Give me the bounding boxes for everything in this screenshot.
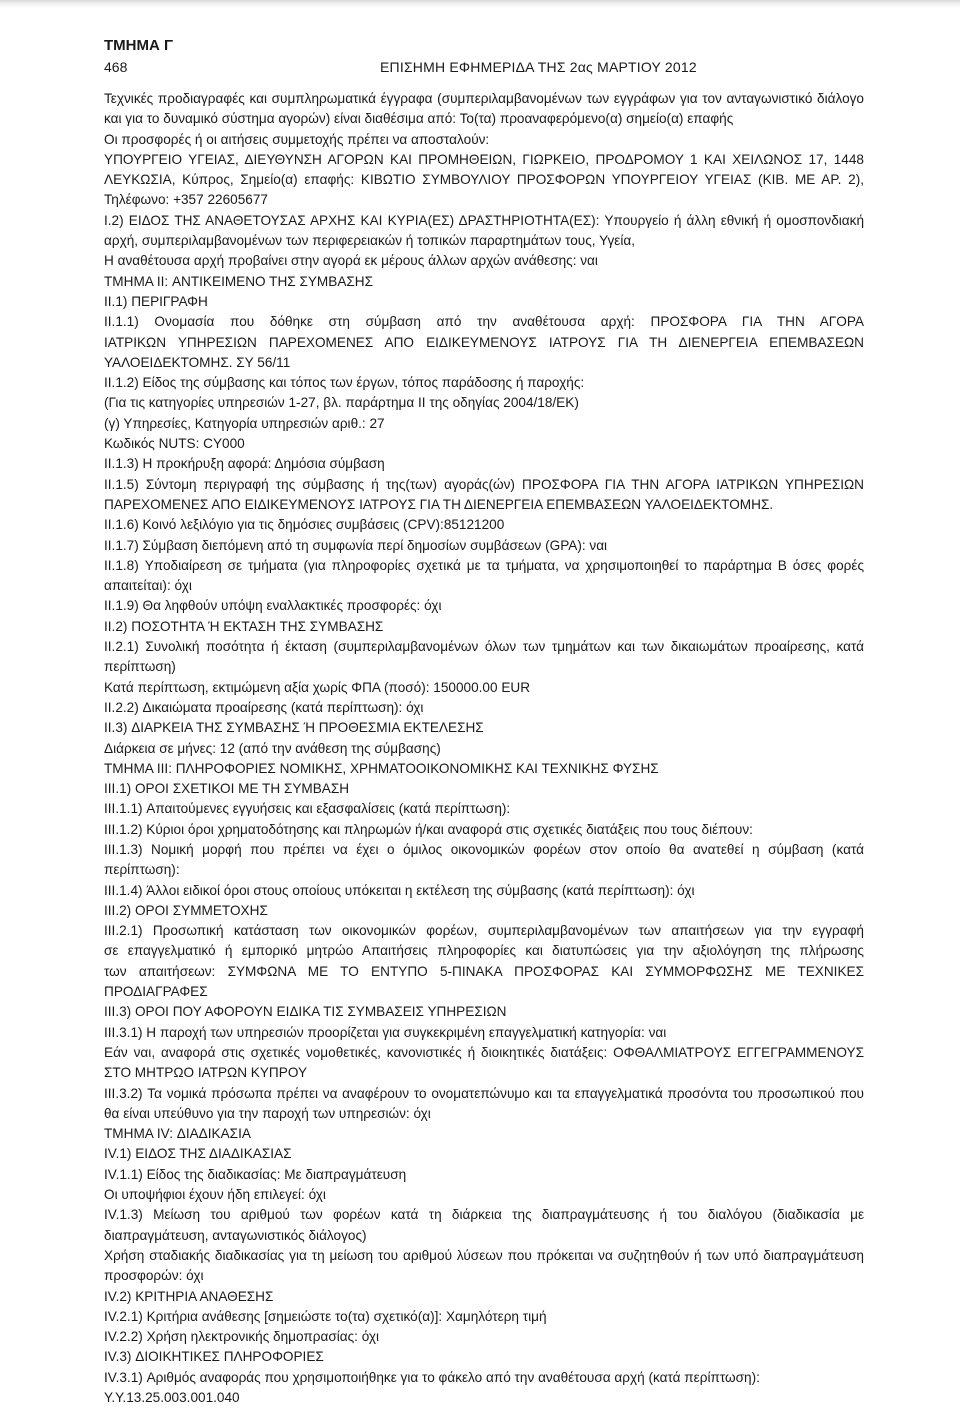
text-line: II.1.7) Σύμβαση διεπόμενη από τη συμφωνία περί δημοσίων συμβάσεων (GPA): ναι — [104, 537, 608, 553]
subsection-heading: II.3) ΔΙΑΡΚΕΙΑ ΤΗΣ ΣΥΜΒΑΣΗΣ Ή ΠΡΟΘΕΣΜΙΑ ΕΚΤΕΛΕΣΗΣ — [104, 720, 484, 736]
text-line: Οι προσφορές ή οι αιτήσεις συμμετοχής πρέπει να αποσταλούν: — [104, 131, 490, 147]
text-line: Η αναθέτουσα αρχή προβαίνει στην αγορά εκ μέρους άλλων αρχών ανάθεσης: ναι — [104, 253, 598, 269]
text-line: (γ) Υπηρεσίες, Κατηγορία υπηρεσιών αριθ.: 27 — [104, 415, 385, 431]
text-line: II.1.6) Κοινό λεξιλόγιο για τις δημόσιες συμβάσεις (CPV):85121200 — [104, 517, 505, 533]
text-line: Κατά περίπτωση, εκτιμώμενη αξία χωρίς ΦΠΑ (ποσό): 150000.00 EUR — [104, 679, 531, 695]
text-line: IV.3.1) Αριθμός αναφοράς που χρησιμοποιήθηκε για το φάκελο από την αναθέτουσα αρχή (κατά περίπτωση): Υ.Υ.13.25.003.001.040 — [104, 1369, 760, 1405]
scan-edge — [0, 0, 960, 8]
text-line: IV.1.3) Μείωση του αριθμού των φορέων κατά τη διάρκεια της διαπραγμάτευσης ή του διαλόγου (διαδικασία με — [104, 1207, 864, 1223]
text-line: ΠΡΟΔΙΑΓΡΑΦΕΣ — [104, 984, 208, 1000]
header-line — [104, 57, 864, 77]
text-line: III.2.1) Προσωπική κατάσταση των οικονομικών φορέων, συμπεριλαμβανομένων των απαιτήσεων για την εγγραφή — [104, 923, 864, 939]
page-header — [104, 36, 864, 77]
text-line: προσφορών: όχι — [104, 1268, 204, 1284]
text-line: Τηλέφωνο: +357 22605677 — [104, 192, 268, 208]
section-heading: ΤΜΗΜΑ II: ΑΝΤΙΚΕΙΜΕΝΟ ΤΗΣ ΣΥΜΒΑΣΗΣ — [104, 273, 374, 289]
text-line: III.3.1) Η παροχή των υπηρεσιών προορίζεται για συγκεκριμένη επαγγελματική κατηγορία: ναι — [104, 1024, 667, 1040]
text-line: (Για τις κατηγορίες υπηρεσιών 1-27, βλ. παράρτημα II της οδηγίας 2004/18/ΕΚ) — [104, 395, 579, 411]
text-line: II.1.8) Υποδιαίρεση σε τμήματα (για πληροφορίες σχετικά με τα τμήματα, να χρησιμοποιηθεί το παράρτημα Β όσες φορές — [104, 557, 864, 573]
text-line: θα είναι υπεύθυνο για την παροχή των υπηρεσιών: όχι — [104, 1105, 431, 1121]
text-line: ΠΑΡΕΧΟΜΕΝΕΣ ΑΠΟ ΕΙΔΙΚΕΥΜΕΝΟΥΣ ΙΑΤΡΟΥΣ ΓΙΑ ΤΗ ΔΙΕΝΕΡΓΕΙΑ ΕΠΕΜΒΑΣΕΩΝ ΥΑΛΟΕΙΔΕΚΤΟΜΗΣ. — [104, 496, 774, 512]
text-line: II.1.1) Ονομασία που δόθηκε στη σύμβαση από την αναθέτουσα αρχή: ΠΡΟΣΦΟΡΑ ΓΙΑ ΤΗΝ ΑΓΟΡΑ — [104, 314, 864, 330]
text-line: των απαιτήσεων: ΣΥΜΦΩΝΑ ΜΕ ΤΟ ΕΝΤΥΠΟ 5-ΠΙΝΑΚΑ ΠΡΟΣΦΟΡΑΣ ΚΑΙ ΣΥΜΜΟΡΦΩΣΗΣ ΜΕ ΤΕΧΝΙΚΕΣ — [104, 963, 864, 979]
page-number: 468 — [104, 59, 128, 75]
subsection-heading: III.3) ΟΡΟΙ ΠΟΥ ΑΦΟΡΟΥΝ ΕΙΔΙΚΑ ΤΙΣ ΣΥΜΒΑΣΕΙΣ ΥΠΗΡΕΣΙΩΝ — [104, 1004, 507, 1020]
gazette-title: ΕΠΙΣΗΜΗ ΕΦΗΜΕΡΙΔΑ ΤΗΣ 2ας ΜΑΡΤΙΟΥ 2012 — [380, 59, 697, 75]
text-line: Οι υποψήφιοι έχουν ήδη επιλεγεί: όχι — [104, 1187, 326, 1203]
text-line: I.2) ΕΙΔΟΣ ΤΗΣ ΑΝΑΘΕΤΟΥΣΑΣ ΑΡΧΗΣ ΚΑΙ ΚΥΡΙΑ(ΕΣ) ΔΡΑΣΤΗΡΙΟΤΗΤΑ(ΕΣ): Υπουργείο ή άλλη εθνική ή ομοσπονδιακή — [104, 212, 864, 228]
subsection-heading: II.1) ΠΕΡΙΓΡΑΦΗ — [104, 293, 208, 309]
text-line: II.1.2) Είδος της σύμβασης και τόπος των έργων, τόπος παράδοσης ή παροχής: — [104, 375, 585, 391]
text-line: Τεχνικές προδιαγραφές και συμπληρωματικά έγγραφα (συμπεριλαμβανομένων των εγγράφων για τον ανταγωνιστικό διάλογο — [104, 91, 864, 106]
text-line: IV.1.1) Είδος της διαδικασίας: Με διαπραγμάτευση — [104, 1166, 407, 1182]
text-line: διαπραγμάτευση, ανταγωνιστικός διάλογος) — [104, 1227, 367, 1243]
text-line: II.2.1) Συνολική ποσότητα ή έκταση (συμπεριλαμβανομένων όλων των τμημάτων και των δικαιωμάτων προαίρεσης, κατά — [104, 639, 864, 655]
text-line: IV.2.1) Κριτήρια ανάθεσης [σημειώστε το(τα) σχετικό(α)]: Χαμηλότερη τιμή — [104, 1308, 547, 1324]
text-line: Διάρκεια σε μήνες: 12 (από την ανάθεση της σύμβασης) — [104, 740, 441, 756]
text-line: III.1.2) Κύριοι όροι χρηματοδότησης και πληρωμών ή/και αναφορά στις σχετικές διατάξεις που τους διέπουν: — [104, 821, 753, 837]
text-line: III.1.3) Νομική μορφή που πρέπει να έχει ο όμιλος οικονομικών φορέων στον οποίο θα ανατεθεί η σύμβαση (κατά — [104, 841, 864, 857]
text-line: III.1.4) Άλλοι ειδικοί όροι στους οποίους υπόκειται η εκτέλεση της σύμβασης (κατά περίπτωση): όχι — [104, 882, 695, 898]
text-line: απαιτείται): όχι — [104, 578, 192, 594]
text-line: ΛΕΥΚΩΣΙΑ, Κύπρος, Σημείο(α) επαφής: ΚΙΒΩΤΙΟ ΣΥΜΒΟΥΛΙΟΥ ΠΡΟΣΦΟΡΩΝ ΥΠΟΥΡΓΕΙΟΥ ΥΓΕΙΑΣ (ΚΙΒ. ΜΕ ΑΡ. 2), — [104, 172, 864, 188]
text-line: και για το δυναμικό σύστημα αγορών) είναι διαθέσιμα από: Το(τα) προαναφερόμενο(α) σημείο(α) επαφής — [104, 111, 734, 127]
text-line: II.1.3) Η προκήρυξη αφορά: Δημόσια σύμβαση — [104, 456, 385, 472]
text-line: ΙΑΤΡΙΚΩΝ ΥΠΗΡΕΣΙΩΝ ΠΑΡΕΧΟΜΕΝΕΣ ΑΠΟ ΕΙΔΙΚΕΥΜΕΝΟΥΣ ΙΑΤΡΟΥΣ ΓΙΑ ΤΗ ΔΙΕΝΕΡΓΕΙΑ ΕΠΕΜΒΑΣΕΩΝ — [104, 334, 864, 350]
section-heading: ΤΜΗΜΑ IV: ΔΙΑΔΙΚΑΣΙΑ — [104, 1126, 251, 1142]
subsection-heading: II.2) ΠΟΣΟΤΗΤΑ Ή ΕΚΤΑΣΗ ΤΗΣ ΣΥΜΒΑΣΗΣ — [104, 618, 384, 634]
text-line: IV.2.2) Χρήση ηλεκτρονικής δημοπρασίας: όχι — [104, 1329, 380, 1345]
text-line: περίπτωση) — [104, 659, 176, 675]
document-body — [104, 89, 864, 1408]
text-line: ΥΑΛΟΕΙΔΕΚΤΟΜΗΣ. ΣΥ 56/11 — [104, 354, 291, 370]
text-line: σε επαγγελματικό ή εμπορικό μητρώο Απαιτήσεις πληροφορίες και διατυπώσεις για την αξιολόγηση της πλήρωσης — [104, 943, 864, 959]
text-line: ΣΤΟ ΜΗΤΡΩΟ ΙΑΤΡΩΝ ΚΥΠΡΟΥ — [104, 1065, 308, 1081]
text-line: III.1.1) Απαιτούμενες εγγυήσεις και εξασφαλίσεις (κατά περίπτωση): — [104, 801, 511, 817]
text-line: II.2.2) Δικαιώματα προαίρεσης (κατά περίπτωση): όχι — [104, 699, 424, 715]
section-heading: ΤΜΗΜΑ III: ΠΛΗΡΟΦΟΡΙΕΣ ΝΟΜΙΚΗΣ, ΧΡΗΜΑΤΟΟΙΚΟΝΟΜΙΚΗΣ ΚΑΙ ΤΕΧΝΙΚΗΣ ΦΥΣΗΣ — [104, 760, 659, 776]
text-line: Κωδικός NUTS: CY000 — [104, 436, 245, 452]
text-line: III.3.2) Τα νομικά πρόσωπα πρέπει να αναφέρουν το ονοματεπώνυμο και τα επαγγελματικά προσόντα του προσωπικού που — [104, 1085, 864, 1101]
text-line: II.1.5) Σύντομη περιγραφή της σύμβασης ή της(των) αγοράς(ών) ΠΡΟΣΦΟΡΑ ΓΙΑ ΤΗΝ ΑΓΟΡΑ ΙΑΤΡΙΚΩΝ ΥΠΗΡΕΣΙΩΝ — [104, 476, 864, 492]
text-line: ΥΠΟΥΡΓΕΙΟ ΥΓΕΙΑΣ, ΔΙΕΥΘΥΝΣΗ ΑΓΟΡΩΝ ΚΑΙ ΠΡΟΜΗΘΕΙΩΝ, ΓΙΩΡΚΕΙΟ, ΠΡΟΔΡΟΜΟΥ 1 ΚΑΙ ΧΕΙΛΩΝΟΣ 17, 1448 — [104, 151, 864, 167]
text-line: Εάν ναι, αναφορά στις σχετικές νομοθετικές, κανονιστικές ή διοικητικές διατάξεις: ΟΦΘΑΛΜΙΑΤΡΟΥΣ ΕΓΓΕΓΡΑΜΜΕΝΟΥΣ — [104, 1044, 864, 1060]
text-line: Χρήση σταδιακής διαδικασίας για τη μείωση του αριθμού λύσεων που πρόκειται να συζητηθούν ή των υπό διαπραγμάτευση — [104, 1247, 864, 1263]
subsection-heading: IV.1) ΕΙΔΟΣ ΤΗΣ ΔΙΑΔΙΚΑΣΙΑΣ — [104, 1146, 292, 1162]
text-line: περίπτωση): — [104, 862, 180, 878]
subsection-heading: III.2) ΟΡΟΙ ΣΥΜΜΕΤΟΧΗΣ — [104, 902, 268, 918]
text-line: II.1.9) Θα ληφθούν υπόψη εναλλακτικές προσφορές: όχι — [104, 598, 442, 614]
section-label: ΤΜΗΜΑ Γ — [104, 37, 174, 54]
subsection-heading: III.1) ΟΡΟΙ ΣΧΕΤΙΚΟΙ ΜΕ ΤΗ ΣΥΜΒΑΣΗ — [104, 781, 350, 797]
text-line: αρχή, συμπεριλαμβανομένων των περιφερειακών ή τοπικών παραρτημάτων τους, Υγεία, — [104, 233, 636, 249]
subsection-heading: IV.2) ΚΡΙΤΗΡΙΑ ΑΝΑΘΕΣΗΣ — [104, 1288, 274, 1304]
subsection-heading: IV.3) ΔΙΟΙΚΗΤΙΚΕΣ ΠΛΗΡΟΦΟΡΙΕΣ — [104, 1349, 324, 1365]
